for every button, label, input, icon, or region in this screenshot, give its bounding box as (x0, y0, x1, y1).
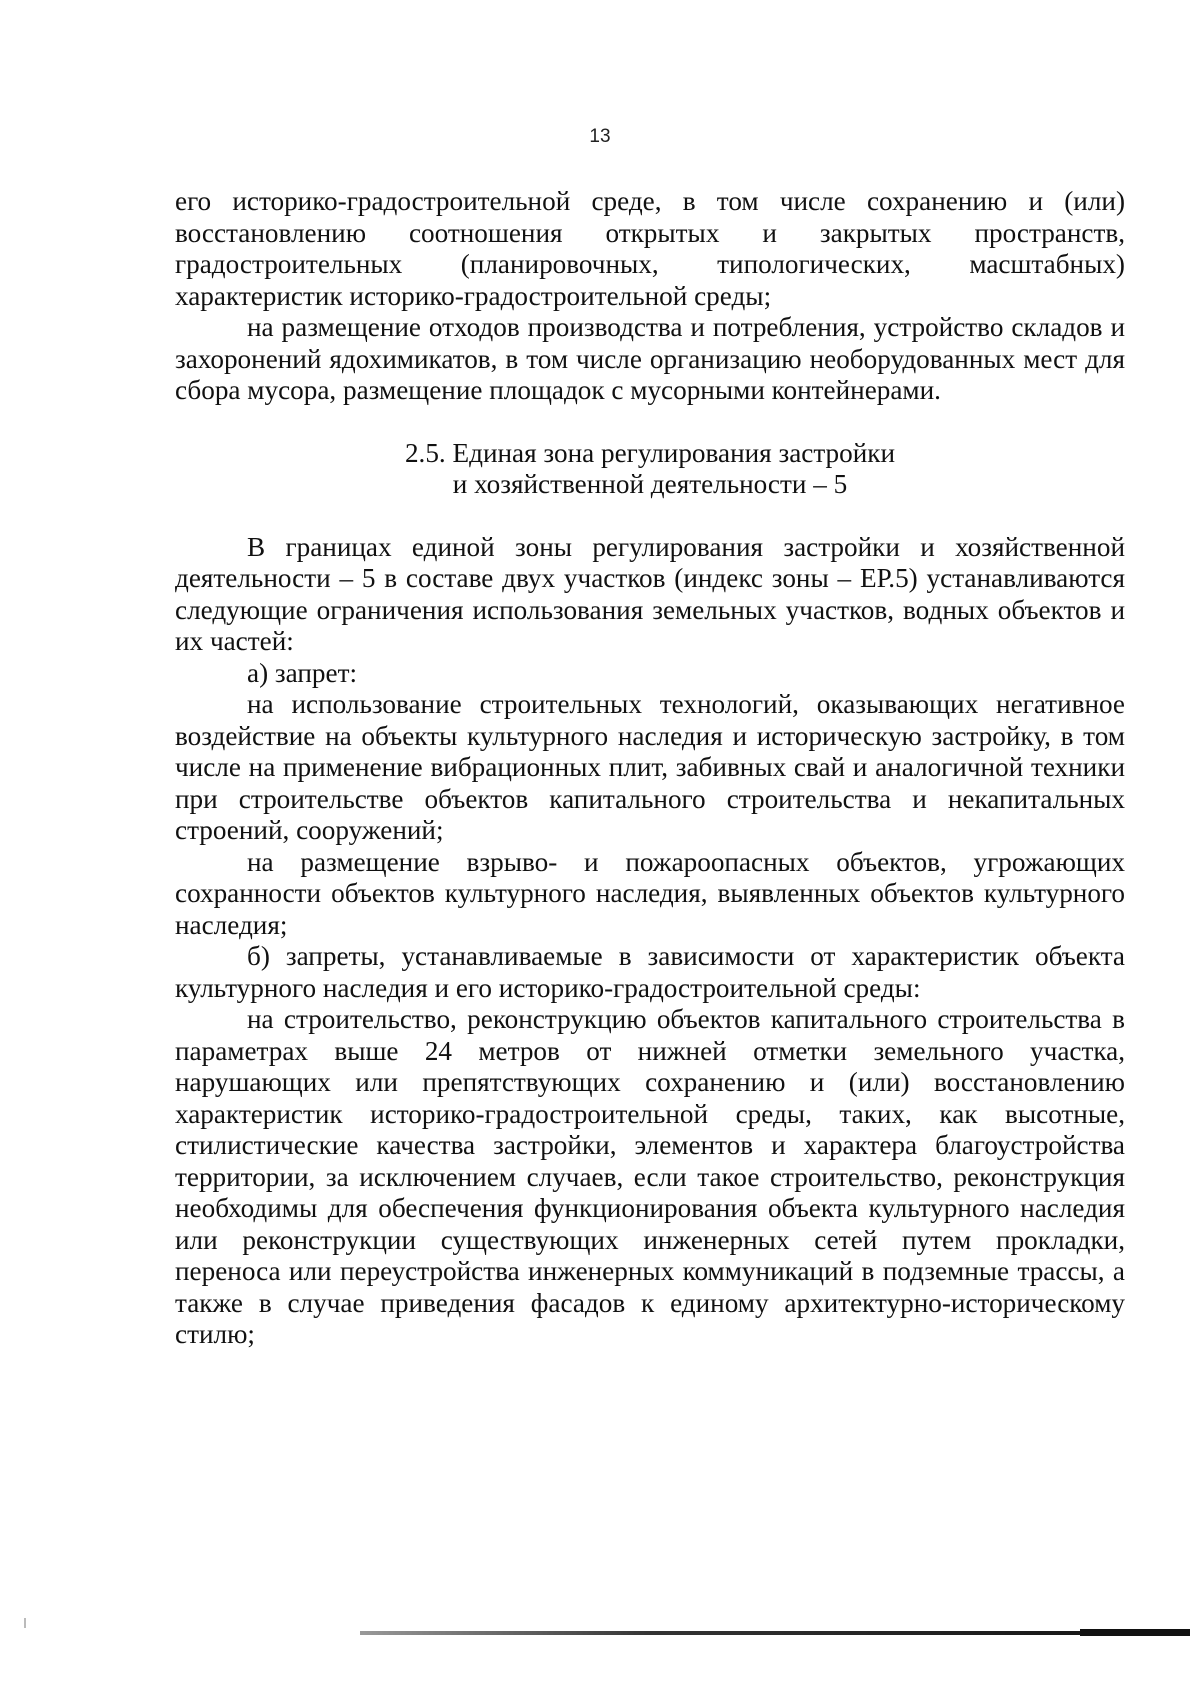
paragraph-explosive-objects: на размещение взрыво- и пожароопасных объектов, угрожающих сохранности объектов культурного наследия, выявленных объектов культурного наследия; (175, 846, 1125, 940)
footer-rule (360, 1631, 1190, 1635)
paragraph-zone-intro: В границах единой зоны регулирования застройки и хозяйственной деятельности – 5 в составе двух участков (индекс зоны – ЕР.5) устанавливаются следующие ограничения использования земельных участков, водных объектов и их частей: (175, 531, 1125, 656)
paragraph-prohibition-a: а) запрет: (247, 657, 358, 688)
paragraph-height-restriction: на строительство, реконструкцию объектов капитального строительства в параметрах выше 24 метров от нижней отметки земельного участка, нарушающих или препятствующих сохранению и (или) восстановлению характеристик историко-градостроительной среды, таких, как высотные, стилистические качества застройки, элементов и характера благоустройства территории, за исключением случаев, если такое строительство, реконструкция необходимы для обеспечения функционирования объекта культурного наследия или реконструкции существующих инженерных сетей путем прокладки, переноса или переустройства инженерных коммуникаций в подземные трассы, а также в случае приведения фасадов к единому архитектурно-историческому стилю; (175, 1004, 1125, 1349)
paragraph-prohibition-b: б) запреты, устанавливаемые в зависимости от характеристик объекта культурного наследия и его историко-градостроительной среды: (175, 941, 1125, 1003)
section-heading (175, 438, 1125, 501)
paragraph-continuation: его историко-градостроительной среде, в том числе сохранению и (или) восстановлению соотношения открытых и закрытых пространств, градостроительных (планировочных, типологических, масштабных) характеристик историко-градостроительной среды; (175, 186, 1125, 311)
paragraph-construction-technologies: на использование строительных технологий, оказывающих негативное воздействие на объекты культурного наследия и историческую застройку, в том числе на применение вибрационных плит, забивных свай и аналогичной техники при строительстве объектов капитального строительства и некапитальных строений, сооружений; (175, 689, 1125, 845)
section-heading-line-2: и хозяйственной деятельности – 5 (452, 469, 848, 499)
footer-rule-thick-end (1080, 1629, 1190, 1636)
page-number: 13 (589, 126, 611, 147)
scan-margin-mark (24, 1618, 26, 1628)
document-body (175, 186, 1125, 1351)
section-heading-line-1: 2.5. Единая зона регулирования застройки (404, 437, 896, 468)
paragraph-waste-restriction: на размещение отходов производства и потребления, устройство складов и захоронений ядохимикатов, в том числе организацию необорудованных мест для сбора мусора, размещение площадок с мусорными контейнерами. (175, 312, 1125, 405)
